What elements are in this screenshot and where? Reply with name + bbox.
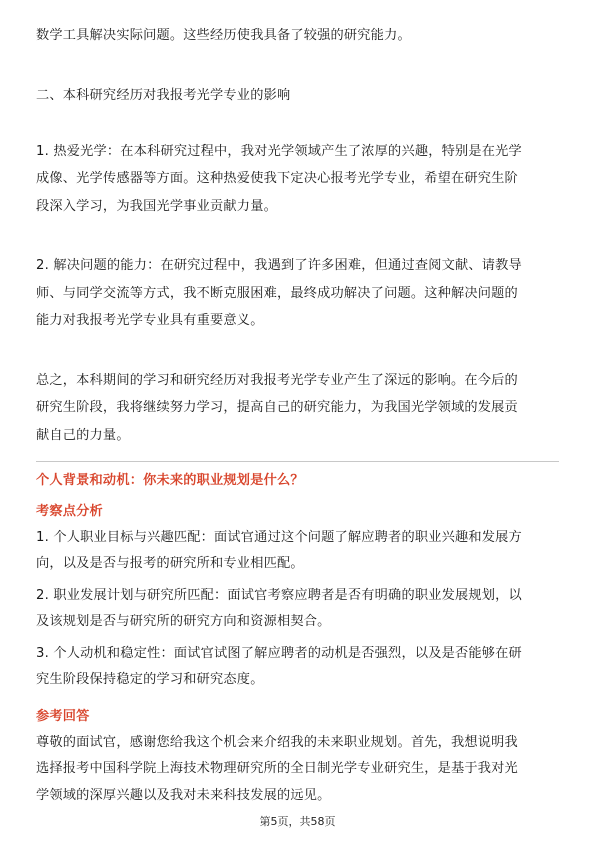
analysis-line: 向，以及是否与报考的研究所和专业相匹配。 [36, 556, 304, 571]
analysis-line: 及该规划是否与研究所的研究方向和资源相契合。 [36, 614, 331, 629]
item2-line: 师、与同学交流等方式，我不断克服困难，最终成功解决了问题。这种解决问题的 [36, 286, 518, 301]
item1-line: 成像、光学传感器等方面。这种热爱使我下定决心报考光学专业，希望在研究生阶 [36, 171, 518, 186]
analysis-line: 1. 个人职业目标与兴趣匹配：面试官通过这个问题了解应聘者的职业兴趣和发展方 [36, 530, 522, 545]
page-number: 第5页，共58页 [259, 815, 336, 828]
question-title: 个人背景和动机：你未来的职业规划是什么？ [36, 473, 304, 488]
answer-heading: 参考回答 [36, 709, 90, 724]
analysis-line: 究生阶段保持稳定的学习和研究态度。 [36, 672, 264, 687]
analysis-line: 3. 个人动机和稳定性：面试官试图了解应聘者的动机是否强烈，以及是否能够在研 [36, 646, 522, 661]
analysis-line: 2. 职业发展计划与研究所匹配：面试官考察应聘者是否有明确的职业发展规划，以 [36, 588, 522, 603]
section-heading: 二、本科研究经历对我报考光学专业的影响 [36, 88, 291, 103]
intro-line: 数学工具解决实际问题。这些经历使我具备了较强的研究能力。 [36, 28, 411, 43]
summary-line: 研究生阶段，我将继续努力学习，提高自己的研究能力，为我国光学领域的发展贡 [36, 400, 518, 415]
item2-line: 能力对我报考光学专业具有重要意义。 [36, 313, 264, 328]
item2-line: 2. 解决问题的能力：在研究过程中，我遇到了许多困难，但通过查阅文献、请教导 [36, 258, 522, 273]
analysis-heading: 考察点分析 [36, 504, 103, 519]
summary-line: 总之，本科期间的学习和研究经历对我报考光学专业产生了深远的影响。在今后的 [36, 373, 518, 388]
answer-line: 选择报考中国科学院上海技术物理研究所的全日制光学专业研究生，是基于我对光 [36, 761, 518, 776]
answer-line: 学领域的深厚兴趣以及我对未来科技发展的远见。 [36, 788, 331, 803]
section-divider [36, 461, 559, 462]
summary-line: 献自己的力量。 [36, 428, 130, 443]
item1-line: 段深入学习，为我国光学事业贡献力量。 [36, 199, 277, 214]
item1-line: 1. 热爱光学：在本科研究过程中，我对光学领域产生了浓厚的兴趣，特别是在光学 [36, 144, 522, 159]
answer-line: 尊敬的面试官，感谢您给我这个机会来介绍我的未来职业规划。首先，我想说明我 [36, 735, 518, 750]
